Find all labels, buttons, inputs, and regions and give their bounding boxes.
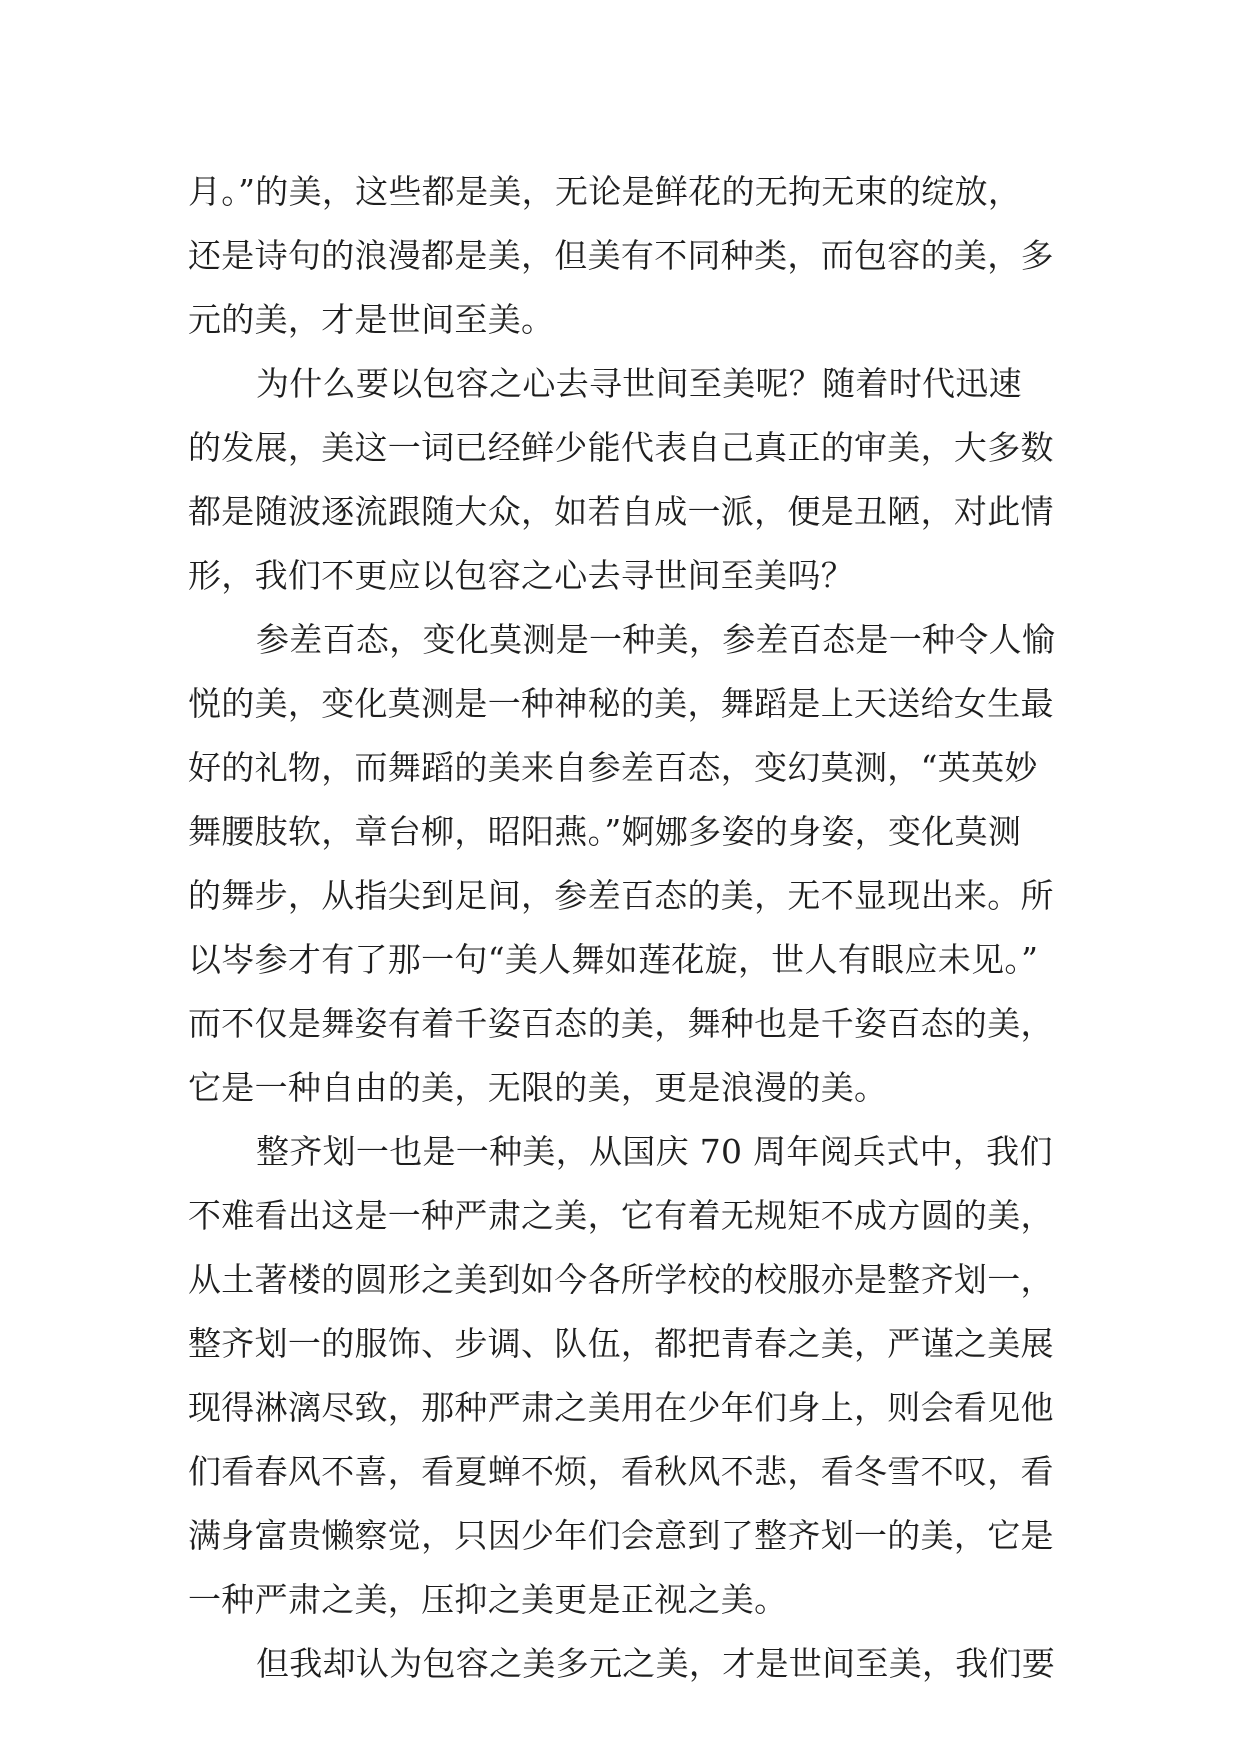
text-line: 它是一种自由的美，无限的美，更是浪漫的美。	[188, 1068, 888, 1107]
text-line: 现得淋漓尽致，那种严肃之美用在少年们身上，则会看见他	[188, 1388, 1054, 1427]
paragraph-first-line: 为什么要以包容之心去寻世间至美呢？随着时代迅速	[256, 364, 1022, 403]
paragraph-first-line: 但我却认为包容之美多元之美，才是世间至美，我们要	[256, 1644, 1056, 1683]
text-line: 悦的美，变化莫测是一种神秘的美，舞蹈是上天送给女生最	[188, 684, 1054, 723]
text-line: 都是随波逐流跟随大众，如若自成一派，便是丑陋，对此情	[188, 492, 1054, 531]
text-line: 而不仅是舞姿有着千姿百态的美，舞种也是千姿百态的美，	[188, 1004, 1054, 1043]
text-line: 的舞步，从指尖到足间，参差百态的美，无不显现出来。所	[188, 876, 1054, 915]
paragraph-first-line: 参差百态，变化莫测是一种美，参差百态是一种令人愉	[256, 620, 1056, 659]
essay-body	[188, 160, 1068, 1696]
text-line: 整齐划一的服饰、步调、队伍，都把青春之美，严谨之美展	[188, 1324, 1054, 1363]
text-line: 满身富贵懒察觉，只因少年们会意到了整齐划一的美，它是	[188, 1516, 1054, 1555]
text-line: 还是诗句的浪漫都是美，但美有不同种类，而包容的美，多	[188, 236, 1054, 275]
paragraph-first-line: 整齐划一也是一种美，从国庆 70 周年阅兵式中，我们	[256, 1132, 1053, 1171]
text-line: 以岑参才有了那一句“美人舞如莲花旋，世人有眼应未见。”	[188, 940, 1039, 979]
text-line: 形，我们不更应以包容之心去寻世间至美吗？	[188, 556, 854, 595]
text-line: 舞腰肢软，章台柳，昭阳燕。”婀娜多姿的身姿，变化莫测	[188, 812, 1022, 851]
text-line: 元的美，才是世间至美。	[188, 300, 555, 339]
text-line: 的发展，美这一词已经鲜少能代表自己真正的审美，大多数	[188, 428, 1054, 467]
text-line: 一种严肃之美，压抑之美更是正视之美。	[188, 1580, 788, 1619]
text-line: 不难看出这是一种严肃之美，它有着无规矩不成方圆的美，	[188, 1196, 1054, 1235]
text-line: 从土著楼的圆形之美到如今各所学校的校服亦是整齐划一，	[188, 1260, 1054, 1299]
text-line: 好的礼物，而舞蹈的美来自参差百态，变幻莫测，“英英妙	[188, 748, 1038, 787]
text-line: 月。”的美，这些都是美，无论是鲜花的无拘无束的绽放，	[188, 172, 1022, 211]
text-line: 们看春风不喜，看夏蝉不烦，看秋风不悲，看冬雪不叹，看	[188, 1452, 1054, 1491]
